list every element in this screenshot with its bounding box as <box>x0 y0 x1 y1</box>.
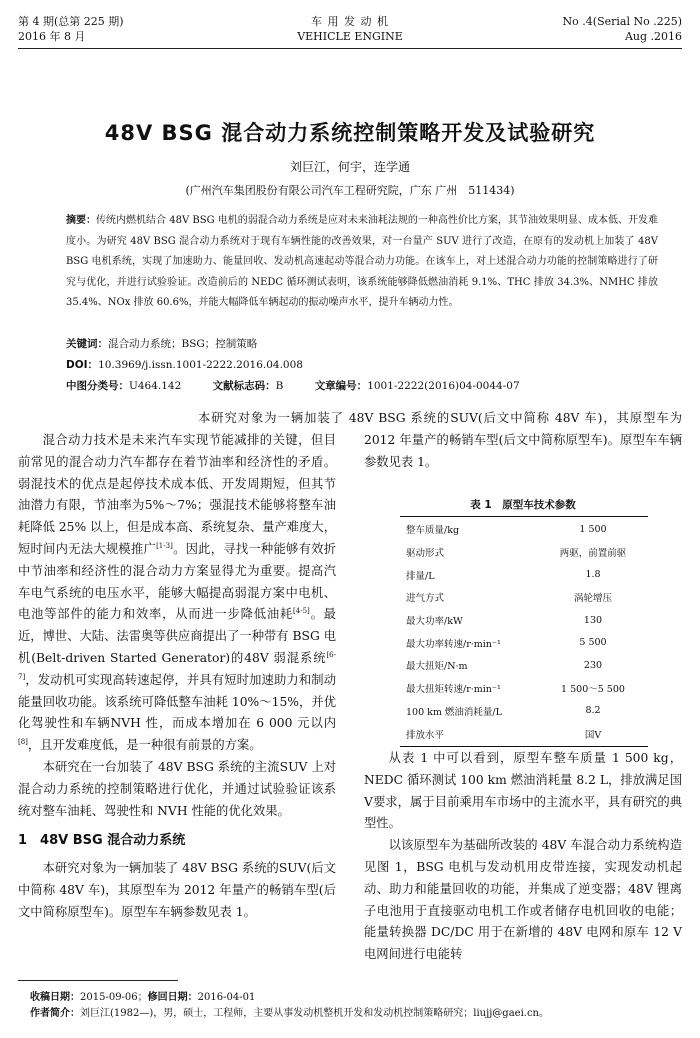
param-value: 国Ⅴ <box>584 729 602 741</box>
param-value: 两驱，前置前驱 <box>559 548 627 560</box>
issue-number: 第 4 期(总第 225 期) <box>18 15 124 28</box>
table-1-discussion: 从表 1 中可以看到，原型车整车质量 1 500 kg，NEDC 循环测试 100 km 燃油消耗量 8.2 L，排放满足国Ⅴ要求，属于目前乘用车市场中的主流水平，具有研究的典型性。 <box>364 751 682 831</box>
intro-text-e: ，且开发难度低，是一种很有前景的方案。 <box>27 738 262 753</box>
header-right <box>563 14 682 44</box>
serial-number: No .4(Serial No .225) <box>562 15 682 28</box>
journal-name-cn: 车 用 发 动 机 <box>311 15 389 28</box>
left-column <box>18 430 336 919</box>
table-1 <box>400 518 648 745</box>
table-row <box>400 631 648 654</box>
table-row <box>400 609 648 632</box>
system-description: 以该原型车为基础所改装的 48V 车混合动力系统构造见图 1，BSG 电机与发动机用皮带连接，实现发动机起动、助力和能量回收的功能，并集成了逆变器；48V 锂离子电池用于直接驱动电机工作或者储存电机回收的电能；能量转换器 DC/DC 用于在新增的 48V 电网和原车 12 V 电网间进行电能转 <box>364 838 682 962</box>
param-value: 130 <box>583 614 603 626</box>
doi-text: 10.3969/j.issn.1001-2222.2016.04.008 <box>98 359 303 371</box>
table-row <box>400 586 648 609</box>
table-row <box>400 700 648 723</box>
param-value: 1.8 <box>585 569 601 581</box>
citation-1[interactable]: [1-3] <box>156 541 173 550</box>
section-1-paragraph-1: 本研究对象为一辆加装了 48V BSG 系统的SUV(后文中简称 48V 车)，其原型车为 2012 年量产的畅销车型(后文中简称原型车)。原型车车辆参数见表 1。 <box>18 861 336 919</box>
param-name: 排量/L <box>406 570 435 582</box>
table-row <box>400 722 648 745</box>
param-value: 涡轮增压 <box>573 593 612 605</box>
author-bio-text: 刘巨江(1982—)，男，硕士，工程师，主要从事发动机整机开发和发动机控制策略研究；liujj@gaei.cn。 <box>80 1008 549 1019</box>
table-row <box>400 541 648 564</box>
footnote-rule <box>18 980 178 981</box>
intro-text-a: 混合动力技术是未来汽车实现节能减排的关键，但目前常见的混合动力汽车都存在着节油率和经济性的矛盾。弱混技术的优点是起停技术成本低、开发周期短，但其节油潜力有限，节油率为5%～7%；强混技术能够将整车油耗降低 25% 以上，但是成本高、系统复杂、量产难度大，短时间内无法大规模推广 <box>18 433 336 556</box>
intro-paragraph-2: 本研究在一台加装了 48V BSG 系统的主流SUV 上对混合动力系统的控制策略进行优化，并通过试验验证该系统对整车油耗、驾驶性和 NVH 性能的优化效果。 <box>18 759 336 818</box>
date-line: 收稿日期：2015-09-06；修回日期：2016-04-01 <box>30 992 256 1003</box>
article-number-label: 文章编号： <box>314 380 368 392</box>
param-name: 最大功率/kW <box>406 616 463 628</box>
intro-paragraph-1 <box>18 430 336 757</box>
header-left <box>18 14 124 44</box>
keywords-text: 混合动力系统；BSG；控制策略 <box>108 338 258 350</box>
citation-4[interactable]: [8] <box>18 738 28 747</box>
affiliation: (广州汽车集团股份有限公司汽车工程研究院，广东 广州 511434) <box>185 184 515 197</box>
author-list: 刘巨江，何宇，连学通 <box>289 160 410 174</box>
param-value: 230 <box>583 659 603 671</box>
revised-label: 修回日期： <box>147 992 198 1003</box>
doc-code-label: 文献标志码： <box>212 380 276 392</box>
abstract <box>66 211 658 314</box>
intro-text-d: ，发动机可实现高转速起停，并具有短时加速助力和制动能量回收功能。该系统可降低整车油耗 10%～15%，并优化驾驶性和车辆NVH 性，而成本增加在 6 000 元以内 <box>18 672 336 731</box>
right-column-lower <box>364 748 682 966</box>
right-column <box>197 411 682 473</box>
intro-text-b: 。因此，寻找一种能够有效折中节油率和经济性的混合动力方案显得尤为重要。提高汽车电气系统的电压水平，能够大幅提高弱混方案中电机、电池等部件的能力和效率，从而进一步降低油耗 <box>18 541 336 622</box>
param-name: 最大功率转速/r·min⁻¹ <box>406 638 501 650</box>
table-row <box>400 563 648 586</box>
intro-text-c: 。最近，博世、大陆、法雷奥等供应商提出了一种带有 BSG 电机(Belt-driven Started Generator)的48V 弱混系统 <box>18 607 336 665</box>
author-bio-line <box>30 1006 682 1022</box>
keywords-label: 关键词： <box>66 338 108 350</box>
table-1-top-rule <box>400 516 648 517</box>
header-center <box>250 14 450 44</box>
param-name: 进气方式 <box>406 593 445 605</box>
section-1-paragraph-1-cont <box>197 408 682 473</box>
section-1-heading: 1 48V BSG 混合动力系统 <box>18 833 186 849</box>
revised-date: 2016-04-01 <box>197 992 256 1003</box>
author-bio-label: 作者简介： <box>30 1008 80 1019</box>
table-row <box>400 518 648 541</box>
metadata <box>66 334 658 397</box>
table-1-bottom-rule <box>400 746 648 747</box>
serial-date: Aug .2016 <box>624 30 682 43</box>
param-name: 驱动形式 <box>406 548 445 560</box>
article-number-value: 1001-2222(2016)04-0044-07 <box>367 380 520 392</box>
param-name: 最大扭矩/N·m <box>406 661 468 673</box>
section-1-paragraph-1-text: 本研究对象为一辆加装了 48V BSG 系统的SUV(后文中简称 48V 车)，其原型车为 2012 年量产的畅销车型(后文中简称原型车)。原型车车辆参数见表 1。 <box>197 411 682 469</box>
classification-line <box>66 376 658 397</box>
param-value: 1 500 <box>579 523 607 535</box>
header-rule <box>18 48 682 49</box>
received-label: 收稿日期： <box>30 992 80 1003</box>
footnote <box>30 990 682 1022</box>
journal-name-en: VEHICLE ENGINE <box>297 30 403 43</box>
citation-3[interactable]: [6-7] <box>18 650 336 681</box>
issue-date: 2016 年 8 月 <box>18 30 86 43</box>
clc-label: 中图分类号： <box>66 380 129 392</box>
keywords-line <box>66 334 658 355</box>
table-row <box>400 654 648 677</box>
abstract-text: 传统内燃机结合 48V BSG 电机的弱混合动力系统是应对未来油耗法规的一种高性价比方案，其节油效果明显、成本低、开发难度小。为研究 48V BSG 混合动力系统对于现有车辆性能的改善效果，对一台量产 SUV 进行了改造，在原有的发动机上加装了 48V BSG 电机系统，实现了加速助力、能量回收、发动机高速起动等混合动力功能。在该车上，对上述混合动力功能的控制策略进行了研究与优化，并进行试验验证。改造前后的 NEDC 循环测试表明，该系统能够降低燃油消耗 9.1%、THC 排放 34.3%、NMHC 排放 35.4%、NOx 排放 60.6%，并能大幅降低车辆起动的振动噪声水平，提升车辆动力性。 <box>66 215 659 308</box>
param-value: 8.2 <box>585 705 601 717</box>
param-name: 最大扭矩转速/r·min⁻¹ <box>406 684 501 696</box>
doi-line <box>66 355 658 376</box>
doc-code-value: B <box>275 380 284 392</box>
table-row <box>400 677 648 700</box>
abstract-label: 摘要： <box>66 215 97 226</box>
received-date: 2015-09-06 <box>80 992 138 1003</box>
citation-2[interactable]: [4-5] <box>293 607 310 616</box>
param-value: 1 500～5 500 <box>561 684 625 696</box>
paper-title: 48V BSG 混合动力系统控制策略开发及试验研究 <box>104 121 596 145</box>
doi-label: DOI： <box>66 359 99 371</box>
param-name: 100 km 燃油消耗量/L <box>406 706 502 718</box>
param-value: 5 500 <box>579 637 607 649</box>
param-name: 排放水平 <box>406 729 445 741</box>
clc-value: U464.142 <box>129 380 182 392</box>
table-1-caption: 表 1 原型车技术参数 <box>470 499 576 511</box>
param-name: 整车质量/kg <box>406 525 460 537</box>
